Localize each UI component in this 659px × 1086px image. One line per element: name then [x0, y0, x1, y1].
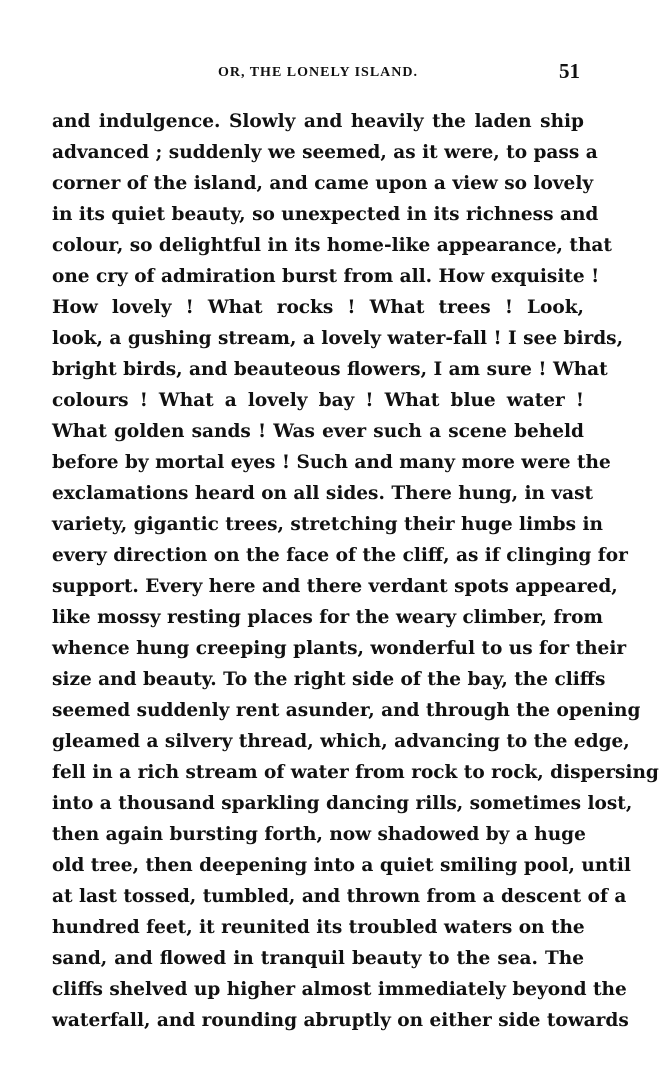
- text-line: sand, and flowed in tranquil beauty to the sea. The: [52, 948, 584, 969]
- text-line: every direction on the face of the cliff, as if clinging for: [52, 545, 628, 566]
- text-line: in its quiet beauty, so unexpected in its richness and: [52, 204, 599, 225]
- text-line: size and beauty. To the right side of the bay, the cliffs: [52, 669, 606, 690]
- text-line: cliffs shelved up higher almost immediately beyond the: [52, 979, 627, 1000]
- text-line: one cry of admiration burst from all. How exquisite !: [52, 266, 600, 287]
- text-line: old tree, then deepening into a quiet smiling pool, until: [52, 855, 631, 876]
- text-line: colour, so delightful in its home-like appearance, that: [52, 235, 612, 256]
- text-line: waterfall, and rounding abruptly on either side towards: [52, 1010, 629, 1031]
- text-line: fell in a rich stream of water from rock to rock, dispersing: [52, 762, 659, 783]
- text-line: before by mortal eyes ! Such and many more were the: [52, 452, 611, 473]
- text-line: support. Every here and there verdant spots appeared,: [52, 576, 618, 597]
- text-line: at last tossed, tumbled, and thrown from a descent of a: [52, 886, 627, 907]
- text-line: whence hung creeping plants, wonderful to us for their: [52, 638, 627, 659]
- text-line: corner of the island, and came upon a view so lovely: [52, 173, 594, 194]
- text-line: hundred feet, it reunited its troubled waters on the: [52, 917, 585, 938]
- text-line: then again bursting forth, now shadowed by a huge: [52, 824, 586, 845]
- text-line: bright birds, and beauteous flowers, I am sure ! What: [52, 359, 608, 380]
- text-line: and indulgence. Slowly and heavily the laden ship: [52, 111, 584, 132]
- text-line: seemed suddenly rent asunder, and through the opening: [52, 700, 641, 721]
- text-line: look, a gushing stream, a lovely water-fall ! I see birds,: [52, 328, 624, 349]
- running-header: [52, 61, 584, 85]
- text-line: How lovely ! What rocks ! What trees ! Look,: [52, 297, 584, 318]
- text-line: into a thousand sparkling dancing rills, sometimes lost,: [52, 793, 633, 814]
- text-line: advanced ; suddenly we seemed, as it were, to pass a: [52, 142, 598, 163]
- text-line: variety, gigantic trees, stretching their huge limbs in: [52, 514, 603, 535]
- text-line: exclamations heard on all sides. There hung, in vast: [52, 483, 594, 504]
- running-title: OR, THE LONELY ISLAND.: [217, 65, 419, 80]
- text-line: colours ! What a lovely bay ! What blue water !: [52, 390, 584, 411]
- text-line: What golden sands ! Was ever such a scene beheld: [52, 421, 584, 442]
- page-number: 51: [559, 59, 580, 83]
- text-line: like mossy resting places for the weary climber, from: [52, 607, 604, 628]
- body-text: [52, 106, 659, 1036]
- text-line: gleamed a silvery thread, which, advancing to the edge,: [52, 731, 630, 752]
